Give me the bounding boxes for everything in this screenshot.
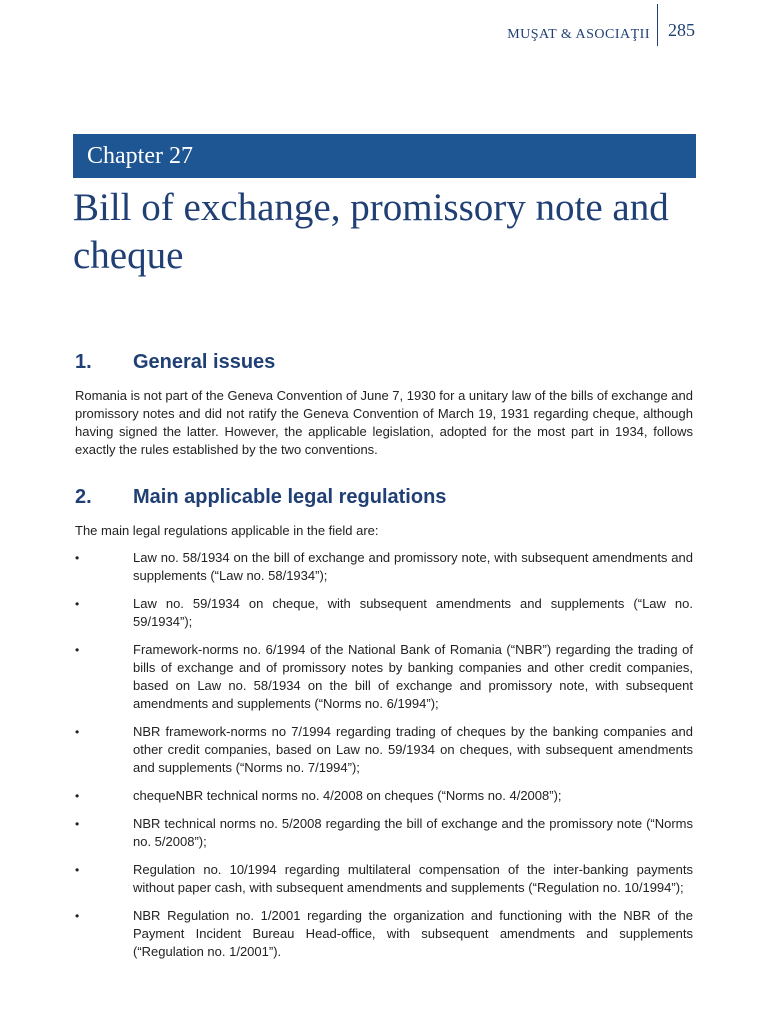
section-heading-general-issues (75, 351, 275, 374)
regulations-list (75, 549, 693, 971)
bullet: • (75, 551, 80, 565)
general-issues-paragraph: Romania is not part of the Geneva Convention of June 7, 1930 for a unitary law of the bills of exchange and promissory notes and did not ratify the Geneva Convention of March 19, 1931 regarding cheque, although having signed the latter. However, the applicable legislation, adopted for the most part in 1934, follows exactly the rules established by the two conventions. (75, 388, 693, 457)
list-item (75, 641, 693, 713)
list-item-text: NBR Regulation no. 1/2001 regarding the organization and functioning with the NBR of the Payment Incident Bureau Head-office, with subsequent amendments and supplements (“Regulation no. 1/2001”). (133, 908, 693, 959)
bullet: • (75, 597, 80, 611)
list-item-text: Framework-norms no. 6/1994 of the National Bank of Romania (“NBR”) regarding the trading of bills of exchange and of promissory notes by banking companies and other credit companies, based on Law no. 58/1934 on the bill of exchange and promissory note, with subsequent amendments and supplements (“Norms no. 6/1994”); (133, 642, 693, 711)
bullet: • (75, 909, 80, 923)
list-item (75, 595, 693, 631)
chapter-label: Chapter 27 (87, 143, 193, 169)
header-divider (657, 4, 658, 46)
chapter-title: Bill of exchange, promissory note and cheque (73, 186, 669, 277)
list-item-text: Law no. 58/1934 on the bill of exchange and promissory note, with subsequent amendments and supplements (“Law no. 58/1934”); (133, 550, 693, 583)
list-item-text: chequeNBR technical norms no. 4/2008 on cheques (“Norms no. 4/2008”); (133, 788, 562, 803)
section-heading-regulations (75, 486, 446, 509)
regulations-intro: The main legal regulations applicable in the field are: (75, 523, 379, 538)
section-title: General issues (133, 351, 276, 373)
list-item-text: Law no. 59/1934 on cheque, with subsequent amendments and supplements (“Law no. 59/1934”); (133, 596, 693, 629)
section-number: 1. (75, 351, 92, 373)
bullet: • (75, 817, 80, 831)
list-item-text: Regulation no. 10/1994 regarding multilateral compensation of the inter-banking payments without paper cash, with subsequent amendments and supplements (“Regulation no. 10/1994”); (133, 862, 693, 895)
list-item (75, 787, 693, 805)
publisher-brand: MUŞAT & ASOCIAŢII (507, 27, 650, 42)
list-item (75, 907, 693, 961)
bullet: • (75, 789, 80, 803)
list-item (75, 861, 693, 897)
list-item-text: NBR framework-norms no 7/1994 regarding trading of cheques by the banking companies and other credit companies, based on Law no. 59/1934 on cheques, with subsequent amendments and supplements (“Norms no. 7/1994”); (133, 724, 693, 775)
page-number: 285 (668, 20, 695, 40)
list-item (75, 723, 693, 777)
list-item (75, 815, 693, 851)
bullet: • (75, 863, 80, 877)
list-item-text: NBR technical norms no. 5/2008 regarding the bill of exchange and the promissory note (“Norms no. 5/2008”); (133, 816, 693, 849)
section-title: Main applicable legal regulations (133, 486, 447, 508)
list-item (75, 549, 693, 585)
bullet: • (75, 725, 80, 739)
chapter-label-bar (73, 134, 696, 178)
bullet: • (75, 643, 80, 657)
section-number: 2. (75, 486, 92, 508)
